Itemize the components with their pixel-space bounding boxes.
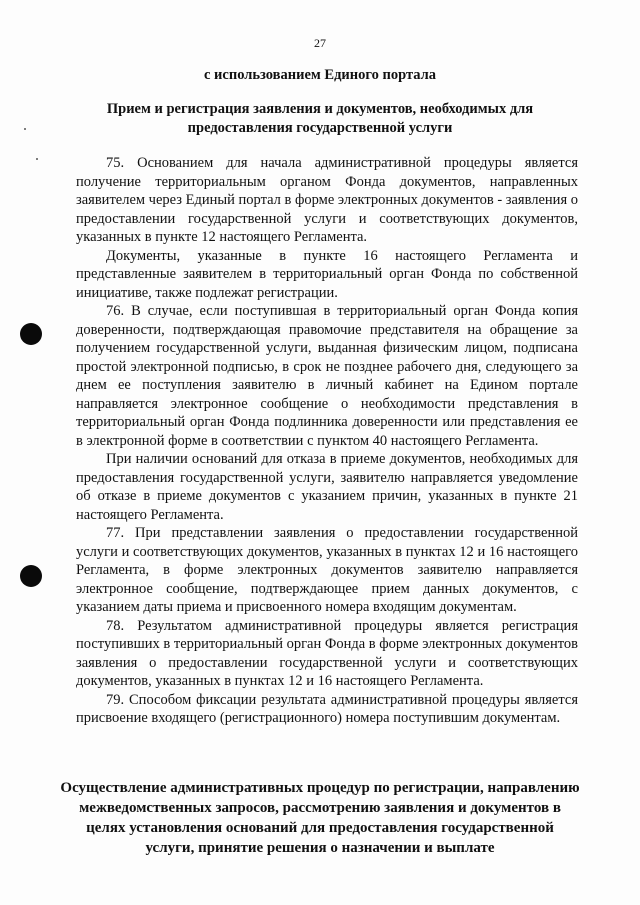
paragraph-76: 76. В случае, если поступившая в территориальный орган Фонда копия доверенности, подтверждающая правомочие представителя на обращение за получением государственной услуги, выданная физическим лицом, подписана простой электронной подписью, в срок не позднее рабочего дня, следующего за днем ее поступления заявителю в личный кабинет на Едином портале направляется электронное сообщение о необходимости представления в территориальный орган Фонда подлинника доверенности или представления ее в электронной форме в соответствии с пунктом 40 настоящего Регламента.	[76, 303, 578, 449]
scan-speck	[24, 128, 26, 130]
body-text	[76, 154, 578, 728]
page-number: 27	[314, 36, 326, 50]
paragraph-75: 75. Основанием для начала административной процедуры является получение территориальным органом Фонда документов, направленных заявителем через Единый портал в форме электронных документов - заявления о предоставлении государственной услуги и соответствующих документов, указанных в пункте 12 настоящего Регламента.	[76, 155, 578, 245]
section-heading-reception: Прием и регистрация заявления и документов, необходимых для предоставления государственной услуги	[106, 101, 534, 136]
paragraph-79: 79. Способом фиксации результата административной процедуры является присвоение входящего (регистрационного) номера поступившим документам.	[76, 691, 578, 726]
paragraph-77: 77. При представлении заявления о предоставлении государственной услуги и соответствующих документов, указанных в пунктах 12 и 16 настоящего Регламента, в форме электронных документов заявителю направляется электронное сообщение, подтверждающее прием данных документов, с указанием даты приема и присвоенного номера входящим документам.	[76, 525, 578, 615]
paragraph-documents: Документы, указанные в пункте 16 настоящего Регламента и представленные заявителем в территориальный орган Фонда по собственной инициативе, также подлежат регистрации.	[76, 247, 578, 301]
section-heading-procedures: Осуществление административных процедур по регистрации, направлению межведомственных запросов, рассмотрению заявления и документов в целях установления оснований для предоставления государственной услуги, принятие решения о назначении и выплате	[60, 780, 580, 856]
punch-hole	[20, 323, 42, 345]
section-heading-portal: с использованием Единого портала	[203, 67, 437, 83]
paragraph-78: 78. Результатом административной процедуры является регистрация поступивших в территориальный орган Фонда в форме электронных документов заявления о предоставлении государственной услуги и соответствующих документов, указанных в пунктах 12 и 16 настоящего Регламента.	[76, 617, 578, 689]
scan-speck	[36, 158, 38, 160]
punch-hole	[20, 565, 42, 587]
paragraph-refusal: При наличии оснований для отказа в приеме документов, необходимых для предоставления государственной услуги, заявителю направляется уведомление об отказе в приеме документов с указанием причин, указанных в пункте 21 настоящего Регламента.	[76, 451, 578, 523]
